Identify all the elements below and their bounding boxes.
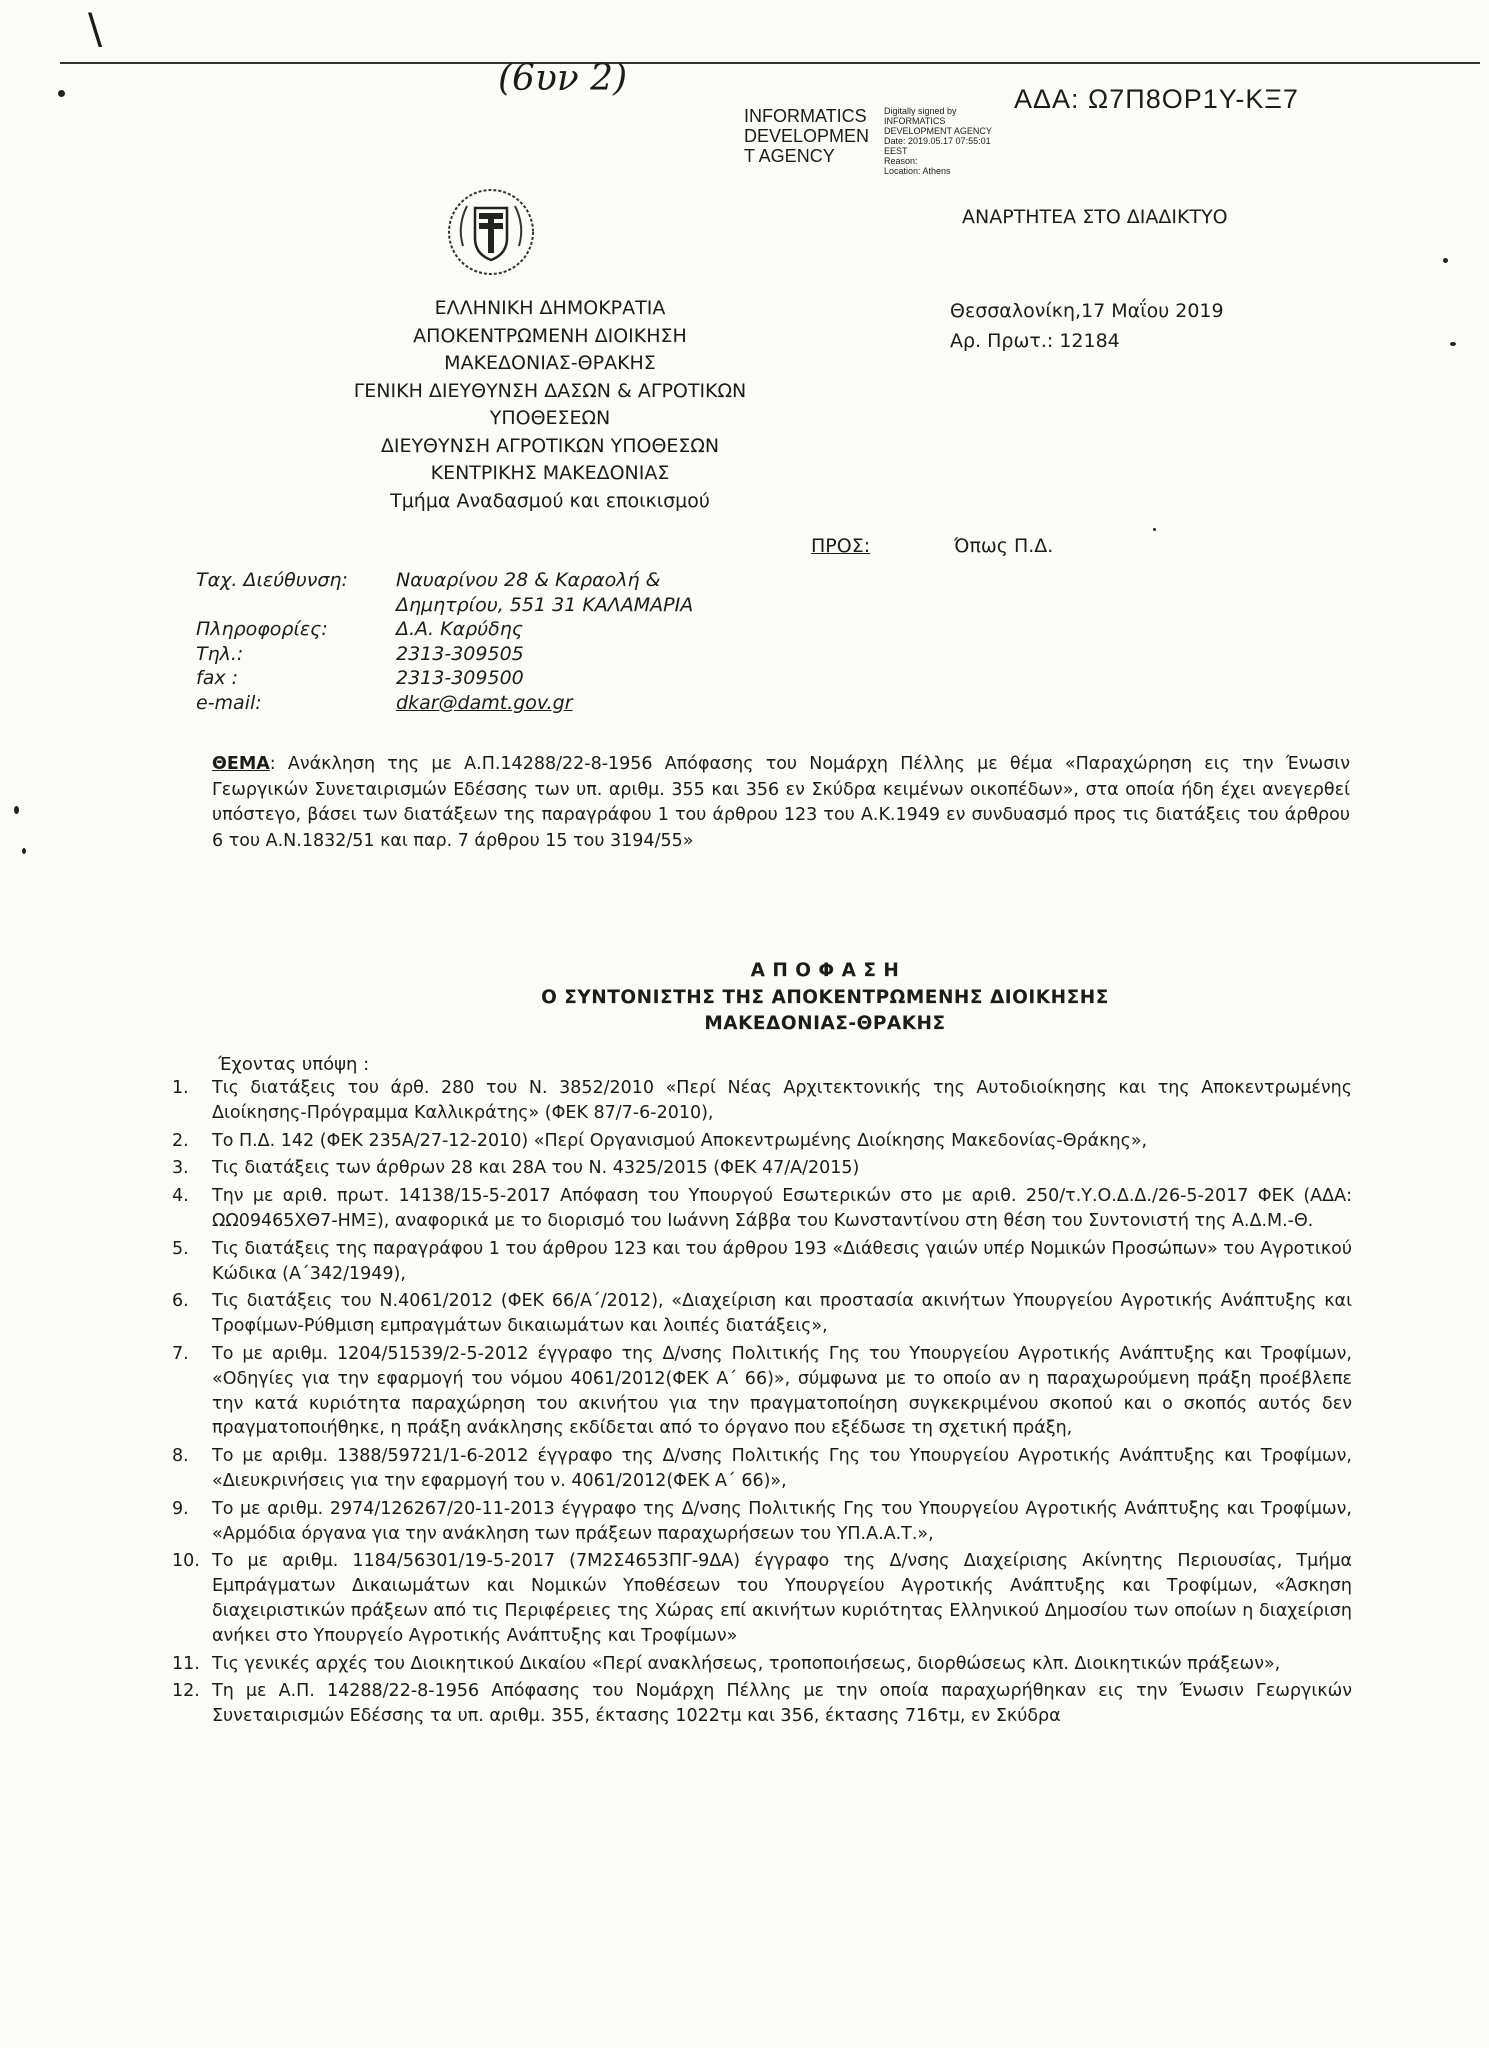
scan-speck — [14, 806, 19, 814]
document-date: Θεσσαλονίκη,17 Μαΐου 2019 — [950, 300, 1224, 322]
ada-code: ΑΔΑ: Ω7Π8ΟΡ1Υ-ΚΞ7 — [1014, 84, 1299, 114]
decision-authority: Ο ΣΥΝΤΟΝΙΣΤΗΣ ΤΗΣ ΑΠΟΚΕΝΤΡΩΜΕΝΗΣ ΔΙΟΙΚΗΣΗΣ — [541, 986, 1109, 1008]
scan-speck — [22, 848, 26, 854]
list-item: 8. Το με αριθμ. 1388/59721/1-6-2012 έγγραφο της Δ/νσης Πολιτικής Γης του Υπουργείου Αγροτικής Ανάπτυξης και Τροφίμων, «Διευκρινήσεις για την εφαρμογή του ν. 4061/2012(ΦΕΚ Α΄ 66)», — [172, 1446, 1352, 1491]
list-item: 11. Τις γενικές αρχές του Διοικητικού Δικαίου «Περί ανακλήσεως, τροποποιήσεως, διορθώσεως κλπ. Διοικητικών πράξεων», — [172, 1653, 1281, 1674]
subject-paragraph — [212, 752, 1350, 854]
contact-row: Τηλ.: 2313-309505 — [196, 642, 524, 665]
digital-signature-details: Digitally signed by INFORMATICS DEVELOPMENT AGENCY Date: 2019.05.17 07:55:01 EEST Reason: Location: Athens — [884, 106, 992, 176]
decision-title: Α Π Ο Φ Α Σ Η — [750, 960, 900, 981]
authority-header: ΕΛΛΗΝΙΚΗ ΔΗΜΟΚΡΑΤΙΑ ΑΠΟΚΕΝΤΡΩΜΕΝΗ ΔΙΟΙΚΗΣΗ ΜΑΚΕΔΟΝΙΑΣ-ΘΡΑΚΗΣ ΓΕΝΙΚΗ ΔΙΕΥΘΥΝΣΗ ΔΑΣΩΝ & ΑΓΡΟΤΙΚΩΝ ΥΠΟΘΕΣΕΩΝ ΔΙΕΥΘΥΝΣΗ ΑΓΡΟΤΙΚΩΝ ΥΠΟΘΕΣΩΝ ΚΕΝΤΡΙΚΗΣ ΜΑΚΕΔΟΝΙΑΣ Τμήμα Αναδασμού και εποικισμού — [353, 297, 747, 512]
scan-speck — [1153, 528, 1156, 531]
recipient-value: Όπως Π.Δ. — [954, 535, 1054, 557]
scan-speck — [58, 90, 65, 97]
subject-text: : Ανάκληση της με Α.Π.14288/22-8-1956 Απόφασης του Νομάρχη Πέλλης με θέμα «Παραχώρηση εις την Ένωσιν Γεωργικών Συνεταιρισμών Εδέσσης των υπ. αριθμ. 355 και 356 εν Σκύδρα κειμένων οικοπέδων», στα οποία ήδη έχει ανεγερθεί υπόστεγο, βάσει των διατάξεων της παραγράφου 1 του άρθρου 123 του Α.Κ.1949 εν συνδυασμό προς τις διατάξεις του άρθρου 6 του Α.Ν.1832/51 και παρ. 7 άρθρου 15 του 3194/55» — [212, 754, 1350, 851]
subject-label: ΘΕΜΑ — [212, 754, 270, 774]
list-item: 3. Τις διατάξεις των άρθρων 28 και 28Α του Ν. 4325/2015 (ΦΕΚ 47/Α/2015) — [172, 1158, 860, 1179]
list-item: 2. Το Π.Δ. 142 (ΦΕΚ 235Α/27-12-2010) «Περί Οργανισμού Αποκεντρωμένης Διοίκησης Μακεδονίας-Θράκης», — [172, 1130, 1148, 1151]
scan-speck — [1450, 342, 1456, 346]
list-item: 7. Το με αριθμ. 1204/51539/2-5-2012 έγγραφο της Δ/νσης Πολιτικής Γης του Υπουργείου Αγροτικής Ανάπτυξης και Τροφίμων, «Οδηγίες για την εφαρμογή του νόμου 4061/2012(ΦΕΚ Α΄ 66)», σύμφωνα με το οποίο αν η παραχωρούμενη πράξη προέβλεπε την κατά κυριότητα παραχώρηση του ακινήτου για την πραγματοποίηση συγκεκριμένου σκοπού και ο σκοπός αυτός δεν πραγματοποιήθηκε, η πράξη ανάκλησης εκδίδεται από το όργανο που εξέδωσε τη σχετική πράξη, — [172, 1343, 1352, 1439]
contact-row: Πληροφορίες: Δ.Α. Καρύδης — [196, 618, 523, 640]
contact-row: Δημητρίου, 551 31 ΚΑΛΑΜΑΡΙΑ — [396, 593, 694, 616]
list-item: 9. Το με αριθμ. 2974/126267/20-11-2013 έγγραφο της Δ/νσης Πολιτικής Γης του Υπουργείου Αγροτικής Ανάπτυξης και Τροφίμων, «Αρμόδια όργανα για την ανάκληση των πράξεων παραχωρήσεων του ΥΠ.Α.Α.Τ.», — [172, 1498, 1352, 1544]
date-protocol-block — [950, 296, 1224, 356]
decision-region: ΜΑΚΕΔΟΝΙΑΣ-ΘΡΑΚΗΣ — [704, 1013, 946, 1034]
considering-label: Έχοντας υπόψη : — [218, 1054, 370, 1075]
protocol-number: Αρ. Πρωτ.: 12184 — [950, 330, 1120, 352]
contact-row: fax : 2313-309500 — [196, 667, 524, 689]
greek-coat-of-arms-icon — [445, 186, 537, 278]
list-item: 5. Τις διατάξεις της παραγράφου 1 του άρθρου 123 και του άρθρου 193 «Διάθεσις γαιών υπέρ Νομικών Προσώπων» του Αγροτικού Κώδικα (Α΄342/1949), — [172, 1238, 1352, 1284]
signer-name: INFORMATICS DEVELOPMEN T AGENCY — [744, 106, 870, 166]
email-link[interactable]: dkar@damt.gov.gr — [396, 691, 573, 714]
handwritten-mark: \ — [88, 4, 103, 53]
list-item: 6. Τις διατάξεις του Ν.4061/2012 (ΦΕΚ 66/Α΄/2012), «Διαχείριση και προστασία ακινήτων Υπουργείου Αγροτικής Ανάπτυξης και Τροφίμων-Ρύθμιση εμπραγμάτων δικαιωμάτων και λοιπές διατάξεις», — [172, 1291, 1352, 1337]
recipient-label: ΠΡΟΣ: — [811, 535, 871, 557]
list-item: 4. Την με αριθ. πρωτ. 14138/15-5-2017 Απόφαση του Υπουργού Εσωτερικών στο με αριθ. 250/τ.Υ.Ο.Δ.Δ./26-5-2017 ΦΕΚ (ΑΔΑ: ΩΩ09465ΧΘ7-ΗΜΞ), αναφορικά με το διορισμό του Ιωάννη Σάββα του Κωνσταντίνου στη θέση του Συντονιστή της Α.Δ.Μ.-Θ. — [172, 1186, 1352, 1231]
list-item: 1. Τις διατάξεις του άρθ. 280 του Ν. 3852/2010 «Περί Νέας Αρχιτεκτονικής της Αυτοδιοίκησης και της Αποκεντρωμένης Διοίκησης-Πρόγραμμα Καλλικράτης» (ΦΕΚ 87/7-6-2010), — [172, 1078, 1352, 1123]
contact-row: Ταχ. Διεύθυνση: Ναυαρίνου 28 & Καραολή & — [196, 569, 661, 591]
list-item: 10. Το με αριθμ. 1184/56301/19-5-2017 (7Μ2Σ4653ΠΓ-9ΔΑ) έγγραφο της Δ/νσης Διαχείρισης Ακίνητης Περιουσίας, Τμήμα Εμπράγματων Δικαιωμάτων και Νομικών Υποθέσεων του Υπουργείου Αγροτικής Ανάπτυξης και Τροφίμων, «Άσκηση διαχειριστικών πράξεων από τις Περιφέρειες της Χώρας επί ακινήτων κυριότητας Ελληνικού Δημοσίου των οποίων η διαχείριση ανήκει στο Υπουργείο Αγροτικής Ανάπτυξης και Τροφίμων» — [172, 1551, 1352, 1646]
decision-heading — [300, 958, 1350, 1038]
contact-row: e-mail: dkar@damt.gov.gr — [196, 691, 573, 714]
list-item: 12. Τη με Α.Π. 14288/22-8-1956 Απόφασης του Νομάρχη Πέλλης με την οποία παραχωρήθηκαν εις την Ένωσιν Γεωργικών Συνεταιρισμών Εδέσσης τα υπ. αριθμ. 355, έκτασης 1022τμ και 356, έκτασης 716τμ, εν Σκύδρα — [172, 1681, 1352, 1727]
considerations-list — [172, 1076, 1352, 1732]
contact-details — [196, 568, 693, 715]
top-divider — [60, 62, 1480, 64]
publish-notice: ΑΝΑΡΤΗΤΕΑ ΣΤΟ ΔΙΑΔΙΚΤΥΟ — [962, 206, 1228, 228]
handwritten-note: (6υν 2) — [498, 58, 628, 99]
scan-speck — [1443, 258, 1448, 263]
